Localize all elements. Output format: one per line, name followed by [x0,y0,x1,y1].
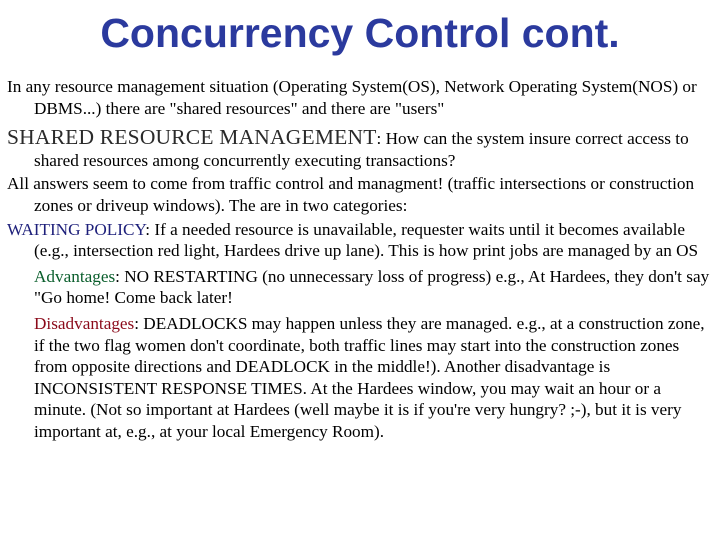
shared-resource-text: : How can the system insure correct access to shared resources among concurrently executing transactions? [34,129,689,170]
disadvantages-text: : DEADLOCKS may happen unless they are managed. e.g., at a construction zone, if the two flag women don't coordinate, both traffic lines may start into the construction zones from opposite directions and DEADLOCK in the middle!). Another disadvantage is INCONSISTENT RESPONSE TIMES. At the Hardees window, you may wait an hour or a minute. (Not so important at Hardees (well maybe it is if you're very hungry? ;-), but it is very important at, e.g., at your local Emergency Room). [34,313,705,441]
slide-title: Concurrency Control cont. [100,10,620,56]
shared-resource-label: SHARED RESOURCE MANAGEMENT [7,125,377,150]
disadvantages-label: Disadvantages [34,313,135,333]
traffic-paragraph: All answers seem to come from traffic control and managment! (traffic intersections or construction zones or driveup windows). The are in two categories: [7,174,695,215]
advantages-label: Advantages [34,266,116,286]
advantages-text: : NO RESTARTING (no unnecessary loss of progress) e.g., At Hardees, they don't say "Go home! Come back later! [34,266,710,308]
disadvantages-paragraph [7,313,713,443]
waiting-policy-paragraph [7,219,713,262]
waiting-policy-text: : If a needed resource is unavailable, requester waits until it becomes available (e.g., intersection red light, Hardees drive up lane). This is how print jobs are managed by an OS [34,219,699,261]
advantages-paragraph [7,266,713,309]
shared-resource-paragraph [7,127,713,171]
slide-body [7,76,713,443]
waiting-policy-label: WAITING POLICY [7,219,146,239]
intro-paragraph: In any resource management situation (Operating System(OS), Network Operating System(NOS) or DBMS...) there are "shared resources" and there are "users" [7,77,697,118]
